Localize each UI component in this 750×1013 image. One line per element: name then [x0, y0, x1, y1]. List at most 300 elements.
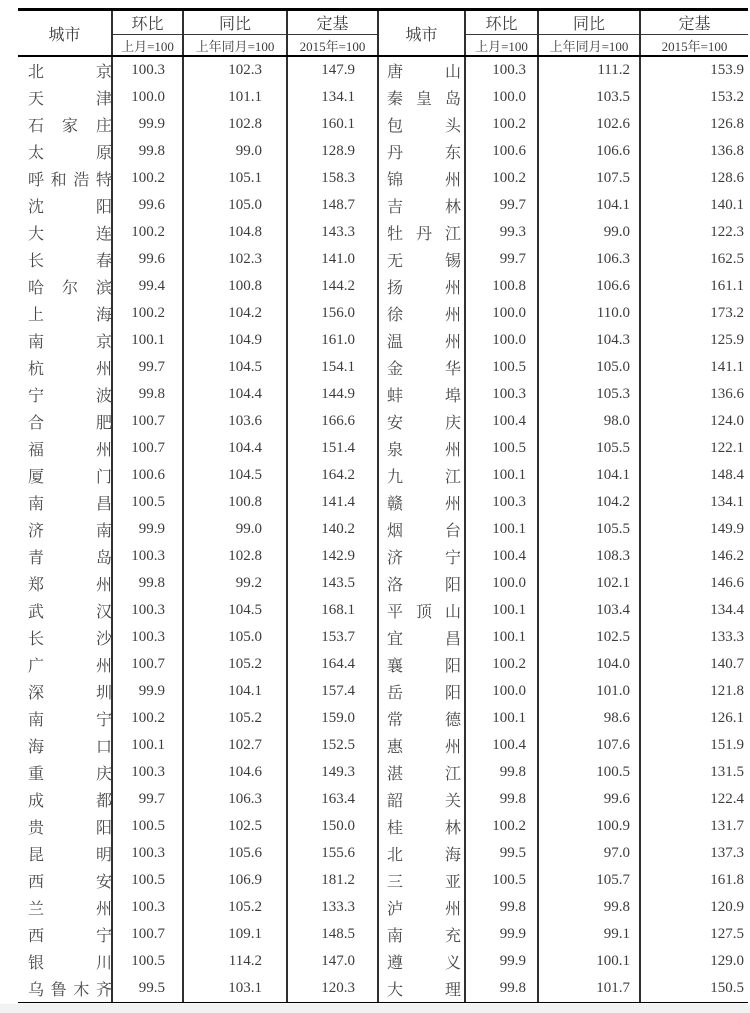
base-cell: 149.9	[640, 516, 748, 543]
yoy-cell: 104.9	[183, 327, 287, 354]
table-row	[18, 921, 748, 948]
base-cell: 161.8	[640, 867, 748, 894]
table-row	[18, 543, 748, 570]
base-cell: 143.5	[287, 570, 378, 597]
city-name: 泸 州	[387, 901, 461, 918]
table-row	[18, 165, 748, 192]
city-name: 岳 阳	[387, 685, 461, 702]
city-name: 平 顶 山	[387, 604, 461, 621]
yoy-cell: 105.0	[183, 192, 287, 219]
mom-cell: 100.3	[112, 759, 183, 786]
city-cell	[18, 408, 112, 435]
city-cell	[18, 300, 112, 327]
city-cell	[18, 489, 112, 516]
city-cell	[18, 786, 112, 813]
base-cell: 150.5	[640, 975, 748, 1004]
city-name: 秦 皇 岛	[387, 91, 461, 108]
mom-cell: 99.9	[112, 516, 183, 543]
base-cell: 148.5	[287, 921, 378, 948]
yoy-cell: 104.3	[538, 327, 640, 354]
city-cell	[18, 354, 112, 381]
city-cell	[18, 759, 112, 786]
yoy-cell: 102.8	[183, 111, 287, 138]
city-name: 青 岛	[28, 550, 112, 567]
table-row	[18, 651, 748, 678]
city-cell	[18, 516, 112, 543]
header-city-right: 城市	[378, 10, 465, 57]
city-cell	[378, 813, 465, 840]
mom-cell: 100.7	[112, 408, 183, 435]
yoy-cell: 104.1	[538, 192, 640, 219]
table-row	[18, 948, 748, 975]
base-cell: 166.6	[287, 408, 378, 435]
base-cell: 141.1	[640, 354, 748, 381]
mom-cell: 99.4	[112, 273, 183, 300]
city-name: 扬 州	[387, 280, 461, 297]
city-cell	[378, 948, 465, 975]
city-name: 安 庆	[387, 415, 461, 432]
city-name: 温 州	[387, 334, 461, 351]
city-name: 南 宁	[28, 712, 112, 729]
mom-cell: 100.0	[465, 84, 538, 111]
city-cell	[378, 867, 465, 894]
base-cell: 163.4	[287, 786, 378, 813]
table-header	[18, 10, 748, 57]
base-cell: 140.2	[287, 516, 378, 543]
city-cell	[18, 678, 112, 705]
city-cell	[378, 192, 465, 219]
city-cell	[18, 651, 112, 678]
city-cell	[378, 408, 465, 435]
base-cell: 156.0	[287, 300, 378, 327]
city-cell	[18, 732, 112, 759]
base-cell: 153.9	[640, 56, 748, 84]
city-name: 长 沙	[28, 631, 112, 648]
yoy-cell: 102.5	[538, 624, 640, 651]
mom-cell: 100.0	[465, 300, 538, 327]
base-cell: 161.1	[640, 273, 748, 300]
mom-cell: 99.7	[112, 354, 183, 381]
base-cell: 151.9	[640, 732, 748, 759]
city-cell	[378, 84, 465, 111]
base-cell: 147.9	[287, 56, 378, 84]
mom-cell: 100.2	[465, 813, 538, 840]
table-row	[18, 462, 748, 489]
table-row	[18, 354, 748, 381]
yoy-cell: 105.7	[538, 867, 640, 894]
base-cell: 134.4	[640, 597, 748, 624]
city-cell	[18, 597, 112, 624]
mom-cell: 100.6	[465, 138, 538, 165]
header-mom-sub-left: 上月=100	[112, 35, 183, 57]
header-base-right: 定基	[640, 10, 748, 35]
city-price-index-table	[18, 8, 748, 1005]
city-cell	[18, 921, 112, 948]
city-cell	[18, 111, 112, 138]
mom-cell: 100.2	[112, 705, 183, 732]
mom-cell: 100.3	[112, 56, 183, 84]
yoy-cell: 104.5	[183, 597, 287, 624]
header-base-sub-right: 2015年=100	[640, 35, 748, 57]
mom-cell: 100.1	[112, 732, 183, 759]
city-cell	[18, 138, 112, 165]
table-row	[18, 840, 748, 867]
table-row	[18, 435, 748, 462]
city-name: 成 都	[28, 793, 112, 810]
city-cell	[18, 462, 112, 489]
header-yoy-right: 同比	[538, 10, 640, 35]
table-row	[18, 381, 748, 408]
base-cell: 144.2	[287, 273, 378, 300]
city-name: 福 州	[28, 442, 112, 459]
base-cell: 158.3	[287, 165, 378, 192]
yoy-cell: 105.2	[183, 651, 287, 678]
city-name: 牡 丹 江	[387, 226, 461, 243]
city-name: 武 汉	[28, 604, 112, 621]
city-cell	[378, 435, 465, 462]
city-cell	[378, 219, 465, 246]
base-cell: 122.4	[640, 786, 748, 813]
mom-cell: 100.1	[465, 462, 538, 489]
yoy-cell: 100.1	[538, 948, 640, 975]
base-cell: 128.6	[640, 165, 748, 192]
city-name: 北 海	[387, 847, 461, 864]
mom-cell: 99.8	[465, 759, 538, 786]
mom-cell: 100.1	[465, 516, 538, 543]
city-cell	[378, 543, 465, 570]
mom-cell: 99.7	[112, 786, 183, 813]
header-yoy-left: 同比	[183, 10, 287, 35]
yoy-cell: 110.0	[538, 300, 640, 327]
yoy-cell: 99.0	[183, 138, 287, 165]
mom-cell: 100.1	[465, 624, 538, 651]
city-cell	[378, 56, 465, 84]
city-name: 无 锡	[387, 253, 461, 270]
mom-cell: 100.2	[112, 219, 183, 246]
mom-cell: 99.8	[112, 570, 183, 597]
header-mom-sub-right: 上月=100	[465, 35, 538, 57]
mom-cell: 100.2	[465, 651, 538, 678]
city-cell	[378, 597, 465, 624]
city-cell	[18, 381, 112, 408]
header-yoy-sub-right: 上年同月=100	[538, 35, 640, 57]
mom-cell: 99.8	[465, 786, 538, 813]
city-name: 兰 州	[28, 901, 112, 918]
base-cell: 147.0	[287, 948, 378, 975]
base-cell: 148.4	[640, 462, 748, 489]
city-name: 金 华	[387, 361, 461, 378]
city-cell	[378, 516, 465, 543]
mom-cell: 100.3	[465, 56, 538, 84]
mom-cell: 100.5	[112, 948, 183, 975]
city-name: 深 圳	[28, 685, 112, 702]
table-row	[18, 759, 748, 786]
city-cell	[378, 732, 465, 759]
base-cell: 131.7	[640, 813, 748, 840]
city-cell	[378, 300, 465, 327]
mom-cell: 99.9	[465, 948, 538, 975]
mom-cell: 100.5	[112, 489, 183, 516]
city-name: 蚌 埠	[387, 388, 461, 405]
city-name: 哈 尔 滨	[28, 280, 112, 297]
price-index-table	[18, 8, 748, 1005]
table-row	[18, 300, 748, 327]
city-name: 西 安	[28, 874, 112, 891]
base-cell: 127.5	[640, 921, 748, 948]
mom-cell: 100.6	[112, 462, 183, 489]
city-name: 三 亚	[387, 874, 461, 891]
yoy-cell: 102.1	[538, 570, 640, 597]
city-cell	[378, 327, 465, 354]
yoy-cell: 104.4	[183, 435, 287, 462]
base-cell: 173.2	[640, 300, 748, 327]
city-name: 重 庆	[28, 766, 112, 783]
city-name: 泉 州	[387, 442, 461, 459]
yoy-cell: 109.1	[183, 921, 287, 948]
mom-cell: 99.9	[465, 921, 538, 948]
mom-cell: 100.5	[465, 867, 538, 894]
base-cell: 131.5	[640, 759, 748, 786]
city-cell	[18, 273, 112, 300]
base-cell: 146.6	[640, 570, 748, 597]
mom-cell: 100.1	[465, 597, 538, 624]
city-name: 唐 山	[387, 64, 461, 81]
base-cell: 159.0	[287, 705, 378, 732]
base-cell: 153.7	[287, 624, 378, 651]
city-cell	[18, 894, 112, 921]
city-cell	[378, 975, 465, 1004]
city-name: 烟 台	[387, 523, 461, 540]
base-cell: 128.9	[287, 138, 378, 165]
base-cell: 141.4	[287, 489, 378, 516]
city-name: 厦 门	[28, 469, 112, 486]
base-cell: 133.3	[287, 894, 378, 921]
base-cell: 150.0	[287, 813, 378, 840]
yoy-cell: 102.6	[538, 111, 640, 138]
table-row	[18, 516, 748, 543]
yoy-cell: 104.2	[183, 300, 287, 327]
mom-cell: 99.7	[465, 246, 538, 273]
table-row	[18, 246, 748, 273]
base-cell: 126.1	[640, 705, 748, 732]
base-cell: 151.4	[287, 435, 378, 462]
base-cell: 153.2	[640, 84, 748, 111]
base-cell: 140.7	[640, 651, 748, 678]
city-cell	[18, 543, 112, 570]
table-row	[18, 786, 748, 813]
city-name: 沈 阳	[28, 199, 112, 216]
yoy-cell: 105.0	[183, 624, 287, 651]
yoy-cell: 104.6	[183, 759, 287, 786]
mom-cell: 100.3	[112, 543, 183, 570]
mom-cell: 100.7	[112, 651, 183, 678]
table-row	[18, 192, 748, 219]
mom-cell: 100.7	[112, 435, 183, 462]
city-name: 杭 州	[28, 361, 112, 378]
city-cell	[18, 975, 112, 1004]
city-name: 九 江	[387, 469, 461, 486]
header-yoy-sub-left: 上年同月=100	[183, 35, 287, 57]
table-row	[18, 867, 748, 894]
yoy-cell: 99.0	[183, 516, 287, 543]
city-cell	[378, 246, 465, 273]
city-cell	[378, 624, 465, 651]
base-cell: 124.0	[640, 408, 748, 435]
table-row	[18, 327, 748, 354]
city-cell	[378, 651, 465, 678]
base-cell: 133.3	[640, 624, 748, 651]
city-cell	[378, 570, 465, 597]
yoy-cell: 106.3	[538, 246, 640, 273]
yoy-cell: 106.3	[183, 786, 287, 813]
yoy-cell: 105.2	[183, 705, 287, 732]
yoy-cell: 99.0	[538, 219, 640, 246]
city-name: 济 南	[28, 523, 112, 540]
base-cell: 143.3	[287, 219, 378, 246]
base-cell: 122.1	[640, 435, 748, 462]
yoy-cell: 107.5	[538, 165, 640, 192]
mom-cell: 99.8	[112, 138, 183, 165]
mom-cell: 100.3	[112, 840, 183, 867]
table-row	[18, 975, 748, 1004]
mom-cell: 100.2	[465, 165, 538, 192]
table-row	[18, 138, 748, 165]
city-cell	[18, 327, 112, 354]
base-cell: 168.1	[287, 597, 378, 624]
city-cell	[18, 624, 112, 651]
yoy-cell: 98.6	[538, 705, 640, 732]
base-cell: 120.3	[287, 975, 378, 1004]
city-name: 常 德	[387, 712, 461, 729]
page-bottom-strip	[0, 1003, 750, 1013]
city-name: 宁 波	[28, 388, 112, 405]
mom-cell: 99.9	[112, 111, 183, 138]
yoy-cell: 98.0	[538, 408, 640, 435]
mom-cell: 99.6	[112, 246, 183, 273]
city-cell	[18, 840, 112, 867]
city-name: 惠 州	[387, 739, 461, 756]
city-cell	[378, 489, 465, 516]
city-cell	[378, 921, 465, 948]
table-body	[18, 56, 748, 1004]
mom-cell: 99.3	[465, 219, 538, 246]
yoy-cell: 106.6	[538, 273, 640, 300]
city-name: 长 春	[28, 253, 112, 270]
mom-cell: 99.8	[465, 975, 538, 1004]
mom-cell: 100.2	[112, 165, 183, 192]
mom-cell: 100.8	[465, 273, 538, 300]
city-name: 宜 昌	[387, 631, 461, 648]
yoy-cell: 102.8	[183, 543, 287, 570]
yoy-cell: 114.2	[183, 948, 287, 975]
yoy-cell: 104.0	[538, 651, 640, 678]
table-row	[18, 273, 748, 300]
table-row	[18, 489, 748, 516]
city-cell	[18, 84, 112, 111]
header-row-top	[18, 10, 748, 35]
mom-cell: 100.3	[465, 489, 538, 516]
yoy-cell: 102.7	[183, 732, 287, 759]
city-name: 包 头	[387, 118, 461, 135]
base-cell: 129.0	[640, 948, 748, 975]
header-mom-left: 环比	[112, 10, 183, 35]
city-name: 韶 关	[387, 793, 461, 810]
table-row	[18, 219, 748, 246]
yoy-cell: 105.1	[183, 165, 287, 192]
city-cell	[18, 435, 112, 462]
table-row	[18, 84, 748, 111]
mom-cell: 100.0	[465, 327, 538, 354]
table-row	[18, 732, 748, 759]
base-cell: 152.5	[287, 732, 378, 759]
mom-cell: 100.3	[112, 894, 183, 921]
mom-cell: 100.5	[465, 435, 538, 462]
city-cell	[378, 786, 465, 813]
mom-cell: 100.2	[465, 111, 538, 138]
city-cell	[18, 705, 112, 732]
yoy-cell: 105.6	[183, 840, 287, 867]
header-base-left: 定基	[287, 10, 378, 35]
city-cell	[18, 246, 112, 273]
base-cell: 144.9	[287, 381, 378, 408]
base-cell: 148.7	[287, 192, 378, 219]
city-name: 上 海	[28, 307, 112, 324]
mom-cell: 99.7	[465, 192, 538, 219]
yoy-cell: 103.1	[183, 975, 287, 1004]
mom-cell: 100.5	[112, 867, 183, 894]
city-name: 大 连	[28, 226, 112, 243]
city-cell	[378, 138, 465, 165]
mom-cell: 99.5	[112, 975, 183, 1004]
base-cell: 162.5	[640, 246, 748, 273]
city-name: 吉 林	[387, 199, 461, 216]
base-cell: 126.8	[640, 111, 748, 138]
mom-cell: 100.2	[112, 300, 183, 327]
yoy-cell: 100.8	[183, 489, 287, 516]
city-cell	[18, 948, 112, 975]
yoy-cell: 104.5	[183, 462, 287, 489]
city-name: 锦 州	[387, 172, 461, 189]
yoy-cell: 104.1	[538, 462, 640, 489]
base-cell: 134.1	[287, 84, 378, 111]
base-cell: 164.4	[287, 651, 378, 678]
city-name: 南 京	[28, 334, 112, 351]
table-row	[18, 678, 748, 705]
mom-cell: 100.0	[465, 678, 538, 705]
yoy-cell: 104.2	[538, 489, 640, 516]
mom-cell: 99.6	[112, 192, 183, 219]
base-cell: 146.2	[640, 543, 748, 570]
header-city-left: 城市	[18, 10, 112, 57]
yoy-cell: 105.2	[183, 894, 287, 921]
city-cell	[378, 678, 465, 705]
city-cell	[378, 759, 465, 786]
table-row	[18, 624, 748, 651]
yoy-cell: 107.6	[538, 732, 640, 759]
base-cell: 121.8	[640, 678, 748, 705]
mom-cell: 100.4	[465, 732, 538, 759]
city-name: 桂 林	[387, 820, 461, 837]
yoy-cell: 104.1	[183, 678, 287, 705]
base-cell: 157.4	[287, 678, 378, 705]
yoy-cell: 101.7	[538, 975, 640, 1004]
yoy-cell: 100.9	[538, 813, 640, 840]
mom-cell: 100.0	[112, 84, 183, 111]
base-cell: 136.8	[640, 138, 748, 165]
table-row	[18, 813, 748, 840]
city-name: 乌 鲁 木 齐	[28, 982, 112, 999]
city-name: 石 家 庄	[28, 118, 112, 135]
